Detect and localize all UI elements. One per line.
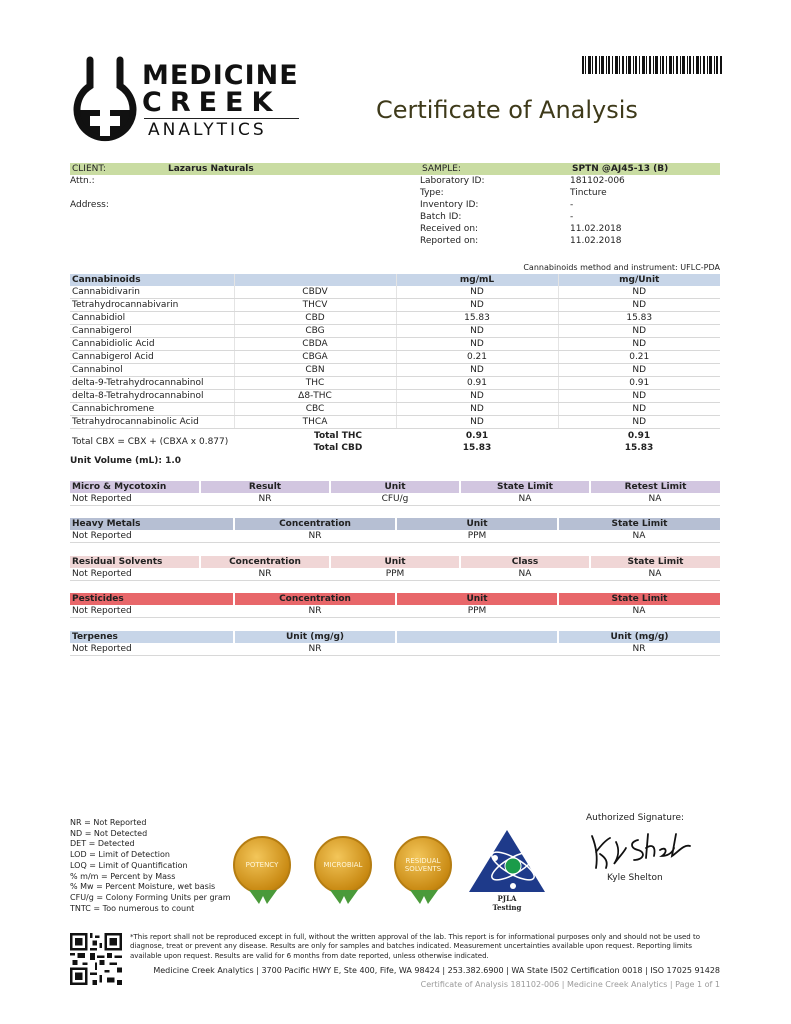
received-value: 11.02.2018 — [570, 224, 622, 234]
legend-item: NR = Not Reported — [70, 818, 147, 827]
header-state-limit: State Limit — [558, 593, 720, 605]
table-row — [70, 493, 720, 506]
mg-ml-value: 15.83 — [396, 312, 558, 325]
header-unit-mg-g: Unit (mg/g) — [234, 631, 396, 643]
header-state-limit: State Limit — [558, 518, 720, 530]
lab-id-label: Laboratory ID: — [420, 176, 485, 186]
inventory-id-value: - — [570, 200, 574, 210]
mg-ml-value: ND — [396, 299, 558, 312]
mg-unit-value: ND — [558, 299, 720, 312]
cell: NA — [590, 568, 720, 581]
mg-ml-value: ND — [396, 416, 558, 429]
cannabinoid-name: Tetrahydrocannabivarin — [70, 299, 234, 312]
company-logo — [72, 56, 302, 146]
lab-address: Medicine Creek Analytics | 3700 Pacific HWY E, Ste 400, Fife, WA 98424 | 253.382.6900 | WA State I502 Certification 0018 | ISO 17025 91428 — [153, 966, 720, 975]
cell: Not Reported — [70, 530, 234, 543]
table-row — [70, 299, 720, 312]
barcode-icon — [582, 56, 722, 74]
header-concentration: Concentration — [234, 518, 396, 530]
signer-name: Kyle Shelton — [607, 873, 663, 883]
cell: Not Reported — [70, 643, 234, 656]
header-retest-limit: Retest Limit — [590, 481, 720, 493]
seal-label: RESIDUAL SOLVENTS — [394, 836, 452, 894]
atom-icon — [467, 828, 547, 894]
header-result: Result — [200, 481, 330, 493]
header-unit: Unit — [330, 556, 460, 568]
abbreviation: CBN — [234, 364, 396, 377]
abbreviation: Δ8-THC — [234, 390, 396, 403]
terpenes-table — [70, 631, 720, 656]
cell: NA — [558, 530, 720, 543]
seal-label: POTENCY — [233, 836, 291, 894]
mg-ml-value: 0.91 — [396, 377, 558, 390]
attn-label: Attn.: — [70, 176, 95, 186]
header-unit: Unit — [396, 518, 558, 530]
client-info-section — [70, 163, 720, 247]
cell: Not Reported — [70, 493, 200, 506]
legend-item: LOD = Limit of Detection — [70, 850, 170, 860]
mg-unit-value: ND — [558, 338, 720, 351]
header-heavy-metals: Heavy Metals — [70, 518, 234, 530]
totals-table — [70, 430, 720, 454]
table-header-row — [70, 518, 720, 530]
ribbon-icon — [410, 890, 438, 904]
header-terpenes: Terpenes — [70, 631, 234, 643]
cannabinoid-name: Cannabinol — [70, 364, 234, 377]
cell: PPM — [330, 568, 460, 581]
total-thc-mg-ml: 0.91 — [465, 431, 489, 441]
mg-ml-value: ND — [396, 364, 558, 377]
header-blank — [234, 274, 396, 286]
header-class: Class — [460, 556, 590, 568]
reported-value: 11.02.2018 — [570, 236, 622, 246]
pjla-testing: Testing — [492, 903, 522, 912]
total-thc-row — [70, 430, 720, 442]
mg-unit-value: ND — [558, 416, 720, 429]
header-unit: Unit — [396, 593, 558, 605]
total-formula: Total CBX = CBX + (CBXA x 0.877) — [72, 437, 229, 447]
table-row — [70, 568, 720, 581]
cell: NR — [200, 493, 330, 506]
table-header-row — [70, 631, 720, 643]
mg-unit-value: 15.83 — [558, 312, 720, 325]
cell: NR — [558, 643, 720, 656]
qr-code-icon — [70, 933, 122, 985]
table-row — [70, 530, 720, 543]
legend-item: % m/m = Percent by Mass — [70, 871, 176, 881]
table-header-row — [70, 481, 720, 493]
residual-solvents-table — [70, 556, 720, 581]
abbreviation-legend — [70, 818, 231, 914]
mg-ml-value: ND — [396, 390, 558, 403]
table-header-row — [70, 593, 720, 605]
header-unit-mg-g-2: Unit (mg/g) — [558, 631, 720, 643]
page-footer: Certificate of Analysis 181102-006 | Medicine Creek Analytics | Page 1 of 1 — [420, 980, 720, 989]
disclaimer-text: *This report shall not be reproduced except in full, without the written approval of the lab. This report is for informational purposes only and should not be used to diagnose, treat or prevent any disease. Results are only for samples and batches indicated. Measurement uncertainties available upon request. Reporting limits available upon request. Results are valid for 6 months from date reported, unless otherwise indicated. — [130, 933, 701, 960]
abbreviation: CBDA — [234, 338, 396, 351]
abbreviation: CBD — [234, 312, 396, 325]
cell: PPM — [396, 605, 558, 618]
ribbon-icon — [249, 890, 277, 904]
legend-item: DET = Detected — [70, 839, 135, 849]
header-cannabinoids: Cannabinoids — [70, 274, 234, 286]
received-label: Received on: — [420, 224, 479, 234]
microbial-seal — [314, 836, 374, 906]
cell — [396, 643, 558, 656]
pjla-label — [467, 894, 547, 912]
mg-ml-value: ND — [396, 325, 558, 338]
client-row — [70, 175, 720, 187]
abbreviation: THCA — [234, 416, 396, 429]
flask-icon — [72, 56, 138, 144]
potency-seal — [233, 836, 293, 906]
client-row — [70, 211, 720, 223]
table-row — [70, 416, 720, 429]
cannabinoids-table — [70, 274, 720, 429]
signature-graphic — [586, 826, 696, 872]
logo-word-creek: CREEK — [142, 87, 281, 118]
table-row — [70, 312, 720, 325]
abbreviation: CBGA — [234, 351, 396, 364]
table-row — [70, 351, 720, 364]
batch-id-label: Batch ID: — [420, 212, 462, 222]
client-row — [70, 223, 720, 235]
attn-value — [166, 175, 420, 187]
type-label: Type: — [420, 188, 444, 198]
table-row — [70, 338, 720, 351]
total-thc-mg-unit: 0.91 — [627, 431, 651, 441]
cell: Not Reported — [70, 568, 200, 581]
mg-unit-value: 0.91 — [558, 377, 720, 390]
address-label: Address: — [70, 200, 109, 210]
sample-value: SPTN @AJ45-13 (B) — [572, 164, 669, 174]
abbreviation: CBC — [234, 403, 396, 416]
cannabinoid-name: Tetrahydrocannabinolic Acid — [70, 416, 234, 429]
cell: NR — [234, 530, 396, 543]
header-concentration: Concentration — [234, 593, 396, 605]
client-value: Lazarus Naturals — [168, 164, 254, 174]
heavy-metals-table — [70, 518, 720, 543]
cell: NA — [460, 568, 590, 581]
cell: NR — [234, 605, 396, 618]
mg-unit-value: ND — [558, 364, 720, 377]
cell: NA — [558, 605, 720, 618]
table-row — [70, 390, 720, 403]
ribbon-icon — [330, 890, 358, 904]
logo-word-medicine: MEDICINE — [142, 60, 299, 91]
cannabinoid-name: delta-8-Tetrahydrocannabinol — [70, 390, 234, 403]
mg-ml-value: 0.21 — [396, 351, 558, 364]
abbreviation: CBG — [234, 325, 396, 338]
mg-ml-value: ND — [396, 338, 558, 351]
table-header-row — [70, 274, 720, 286]
legend-item: LOQ = Limit of Quantification — [70, 860, 188, 870]
cannabinoid-name: Cannabichromene — [70, 403, 234, 416]
pjla-accreditation-logo — [467, 828, 547, 913]
header-micro: Micro & Mycotoxin — [70, 481, 200, 493]
client-header-row — [70, 163, 720, 175]
legend-item: ND = Not Detected — [70, 828, 148, 838]
pjla-name: PJLA — [497, 894, 517, 903]
logo-divider — [144, 118, 299, 119]
total-cbd-label: Total CBD — [313, 443, 363, 453]
sample-label: SAMPLE: — [422, 164, 461, 174]
unit-volume: Unit Volume (mL): 1.0 — [70, 456, 182, 466]
legend-item: % Mw = Percent Moisture, wet basis — [70, 882, 216, 892]
cell: NR — [200, 568, 330, 581]
signature-label: Authorized Signature: — [586, 813, 685, 823]
abbreviation: THC — [234, 377, 396, 390]
cannabinoid-name: delta-9-Tetrahydrocannabinol — [70, 377, 234, 390]
client-row — [70, 199, 720, 211]
inventory-id-label: Inventory ID: — [420, 200, 479, 210]
micro-table — [70, 481, 720, 506]
table-row — [70, 643, 720, 656]
reported-label: Reported on: — [420, 236, 479, 246]
total-cbd-mg-unit: 15.83 — [624, 443, 654, 453]
mg-unit-value: ND — [558, 403, 720, 416]
cell: PPM — [396, 530, 558, 543]
method-note: Cannabinoids method and instrument: UFLC-PDA — [523, 263, 720, 272]
mg-ml-value: ND — [396, 286, 558, 299]
logo-word-analytics: ANALYTICS — [148, 120, 267, 140]
header-mg-unit: mg/Unit — [558, 274, 720, 286]
blank-label — [70, 187, 166, 199]
mg-unit-value: ND — [558, 390, 720, 403]
header-pesticides: Pesticides — [70, 593, 234, 605]
table-row — [70, 605, 720, 618]
mg-ml-value: ND — [396, 403, 558, 416]
blank-value — [166, 187, 420, 199]
abbreviation: CBDV — [234, 286, 396, 299]
cannabinoid-name: Cannabigerol Acid — [70, 351, 234, 364]
cannabinoid-name: Cannabidiolic Acid — [70, 338, 234, 351]
table-row — [70, 403, 720, 416]
header-residual-solvents: Residual Solvents — [70, 556, 200, 568]
client-row — [70, 187, 720, 199]
header-blank — [396, 631, 558, 643]
document-title: Certificate of Analysis — [376, 96, 638, 124]
table-row — [70, 364, 720, 377]
cannabinoid-name: Cannabidivarin — [70, 286, 234, 299]
mg-unit-value: ND — [558, 325, 720, 338]
lab-id-value: 181102-006 — [570, 176, 625, 186]
abbreviation: THCV — [234, 299, 396, 312]
cell: Not Reported — [70, 605, 234, 618]
header-unit: Unit — [330, 481, 460, 493]
mg-unit-value: 0.21 — [558, 351, 720, 364]
cell: CFU/g — [330, 493, 460, 506]
table-row — [70, 325, 720, 338]
table-row — [70, 377, 720, 390]
cannabinoid-name: Cannabigerol — [70, 325, 234, 338]
total-thc-label: Total THC — [314, 431, 362, 441]
header-state-limit: State Limit — [460, 481, 590, 493]
legend-item: CFU/g = Colony Forming Units per gram — [70, 892, 231, 902]
client-label: CLIENT: — [72, 164, 106, 174]
batch-id-value: - — [570, 212, 574, 222]
seal-label: MICROBIAL — [314, 836, 372, 894]
table-row — [70, 286, 720, 299]
residual-solvents-seal — [394, 836, 454, 906]
cell: NA — [460, 493, 590, 506]
header-mg-ml: mg/mL — [396, 274, 558, 286]
client-row — [70, 235, 720, 247]
type-value: Tincture — [570, 188, 607, 198]
header-concentration: Concentration — [200, 556, 330, 568]
total-cbd-mg-ml: 15.83 — [462, 443, 492, 453]
cannabinoid-name: Cannabidiol — [70, 312, 234, 325]
legend-item: TNTC = Too numerous to count — [70, 903, 195, 913]
mg-unit-value: ND — [558, 286, 720, 299]
table-header-row — [70, 556, 720, 568]
address-value — [166, 199, 420, 211]
pesticides-table — [70, 593, 720, 618]
cell: NR — [234, 643, 396, 656]
header-state-limit: State Limit — [590, 556, 720, 568]
cell: NA — [590, 493, 720, 506]
